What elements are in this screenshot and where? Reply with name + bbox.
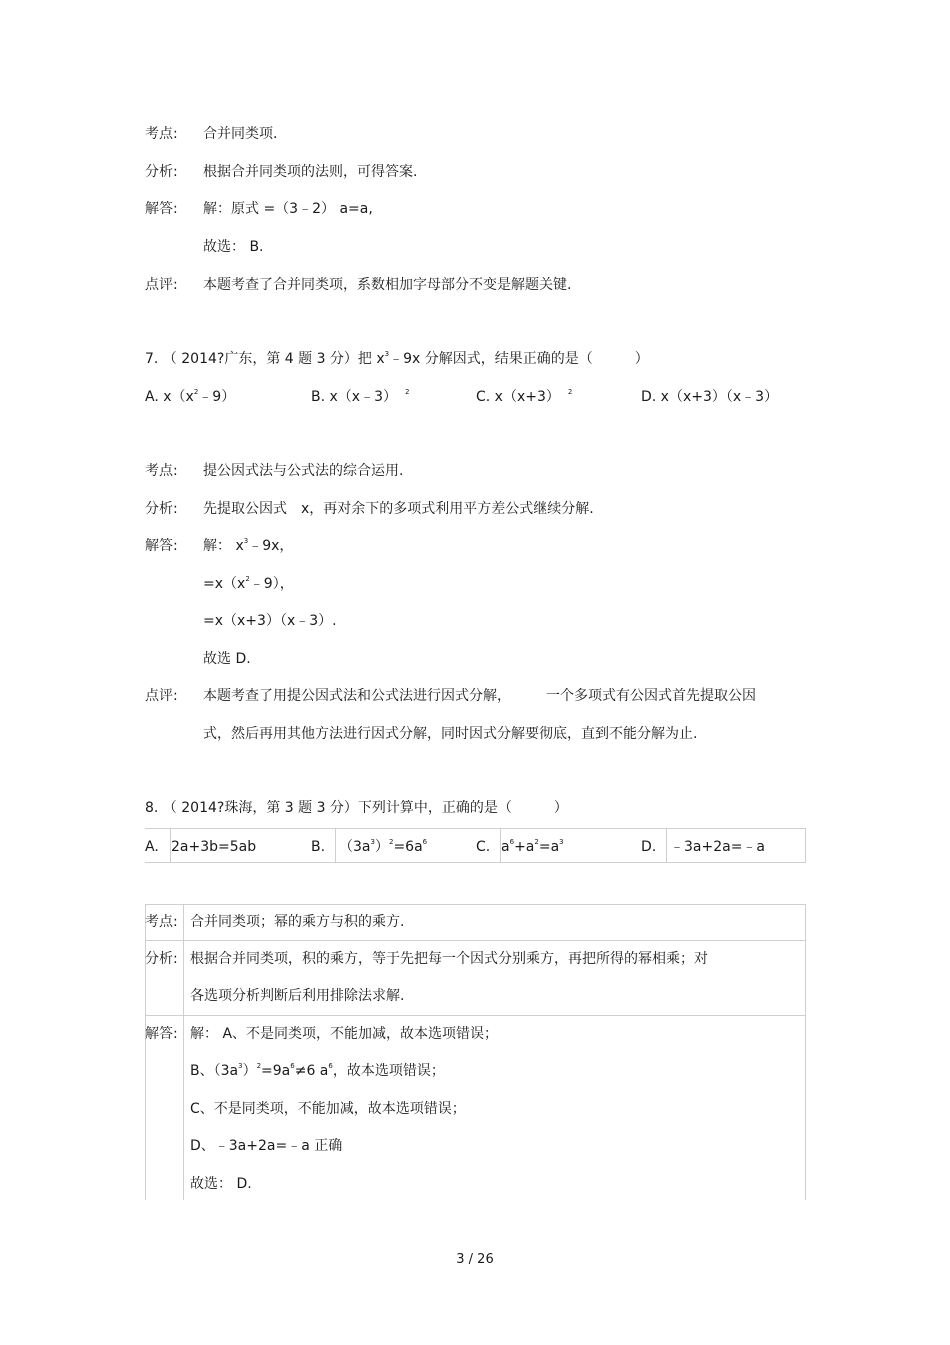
jieda-line: 故选 D. xyxy=(203,651,251,667)
dianping-label: 点评: xyxy=(145,688,178,704)
q7-option-c: C. x（x+3） $^2$ xyxy=(476,388,573,405)
q8-option-a: 2a+3b=5ab xyxy=(171,839,257,855)
q7-option-a: A. $x(x^2﹣9)$ xyxy=(145,388,236,405)
kaodian-text: 提公因式法与公式法的综合运用. xyxy=(203,463,404,479)
jieda-line: C、不是同类项，不能加减，故本选项错误； xyxy=(190,1101,466,1117)
q8-option-d-label: D. xyxy=(641,839,657,855)
fenxi-label: 分析: xyxy=(145,951,178,967)
q8-option-a-label: A. xyxy=(145,839,159,855)
kaodian-text: 合并同类项. xyxy=(203,126,278,142)
fenxi-label: 分析: xyxy=(145,501,178,517)
kaodian-text: 合并同类项；幂的乘方与积的乘方. xyxy=(190,914,405,930)
jieda-line: 故选： B. xyxy=(203,239,264,255)
fenxi-text: 根据合并同类项的法则，可得答案. xyxy=(203,164,418,180)
q7-option-b: B. x（x﹣3） $^2$ xyxy=(311,388,410,405)
jieda-line: =x（x+3）（x﹣3）. xyxy=(203,613,337,629)
jieda-line: 故选： D. xyxy=(190,1176,252,1192)
page-number: 3 / 26 xyxy=(456,1252,494,1267)
jieda-line: D、﹣3a+2a=﹣a 正确 xyxy=(190,1138,343,1154)
dianping-text: 式，然后再用其他方法进行因式分解，同时因式分解要彻底，直到不能分解为止. xyxy=(203,726,698,742)
dianping-text: 本题考查了合并同类项，系数相加字母部分不变是解题关键. xyxy=(203,277,572,293)
jieda-line: 解： $x^3﹣9x$， xyxy=(203,537,294,554)
question-7-stem: 7. （ 2014?广东，第 4 题 3 分）把 $x^3﹣9x$ 分解因式，结果正确的是（ ） xyxy=(145,350,649,367)
jieda-label: 解答: xyxy=(145,538,178,554)
kaodian-label: 考点: xyxy=(145,126,178,142)
q7-option-d: D. x（x+3）（x﹣3） xyxy=(641,389,779,405)
kaodian-label: 考点: xyxy=(145,914,178,930)
q8-option-c-label: C. xyxy=(476,839,491,855)
jieda-line: B、$(3a^3)^2=9a^6\ne 6$ $a^6$，故本选项错误； xyxy=(190,1062,445,1079)
fenxi-text: 根据合并同类项，积的乘方，等于先把每一个因式分别乘方，再把所得的幂相乘；对 xyxy=(190,951,708,967)
q8-option-c: $a^6+a^2=a^3$ xyxy=(501,838,564,855)
q8-option-b-label: B. xyxy=(311,839,326,855)
q8-option-d: ﹣3a+2a=﹣a xyxy=(670,839,766,855)
fenxi-text: 各选项分析判断后利用排除法求解. xyxy=(190,988,405,1004)
jieda-line: 解：原式 =（3﹣2） a=a, xyxy=(203,201,373,217)
jieda-line: 解： A、不是同类项，不能加减，故本选项错误； xyxy=(190,1026,499,1042)
dianping-text: 本题考查了用提公因式法和公式法进行因式分解， 一个多项式有公因式首先提取公因 xyxy=(203,688,756,704)
jieda-label: 解答: xyxy=(145,201,178,217)
jieda-label: 解答: xyxy=(145,1026,178,1042)
jieda-line: $=x(x^2﹣9)$， xyxy=(203,575,294,592)
kaodian-label: 考点: xyxy=(145,463,178,479)
fenxi-text: 先提取公因式 x，再对余下的多项式利用平方差公式继续分解. xyxy=(203,501,594,517)
question-8-stem: 8. （ 2014?珠海，第 3 题 3 分）下列计算中，正确的是（ ） xyxy=(145,800,568,816)
q8-option-b: $(3a^3)^2=6a^6$ xyxy=(339,838,428,855)
fenxi-label: 分析: xyxy=(145,164,178,180)
dianping-label: 点评: xyxy=(145,277,178,293)
